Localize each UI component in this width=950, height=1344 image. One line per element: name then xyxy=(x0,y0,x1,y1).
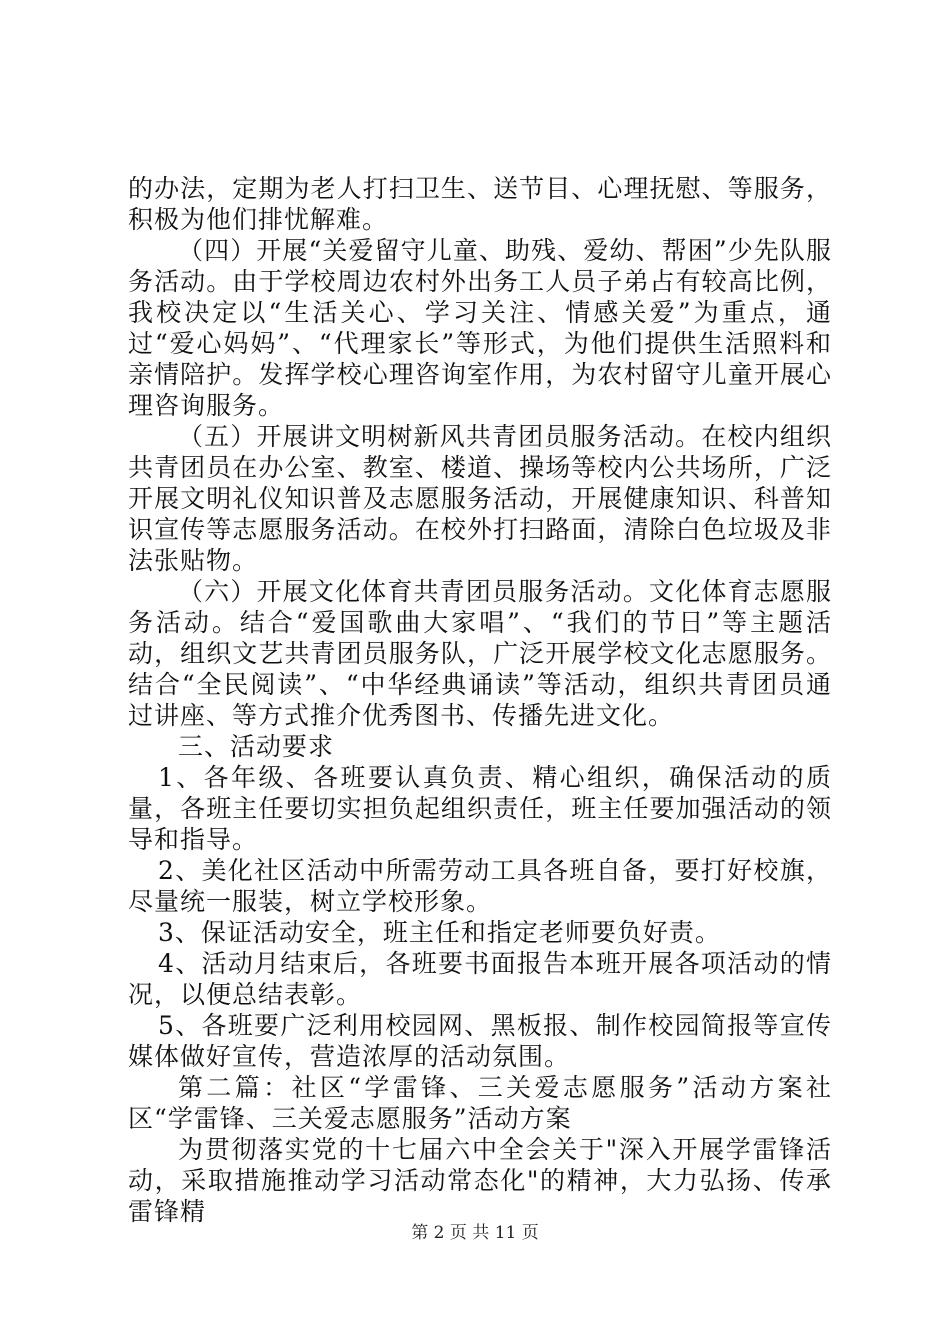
paragraph-3: （五）开展讲文明树新风共青团员服务活动。在校内组织共青团员在办公室、教室、楼道、操场等校内公共场所，广泛开展文明礼仪知识普及志愿服务活动，开展健康知识、科普知识宣传等志愿服务活动。在校外打扫路面，清除白色垃圾及非法张贴物。 xyxy=(128,422,832,575)
requirement-item-3: 3、保证活动安全，班主任和指定老师要负好责。 xyxy=(158,918,721,947)
second-article-intro: 为贯彻落实党的十七届六中全会关于"深入开展学雷锋活动，采取措施推动学习活动常态化"的精神，大力弘扬、传承雷锋精 xyxy=(128,1135,832,1226)
section-heading-requirements: 三、活动要求 xyxy=(178,732,335,761)
second-article-title: 第二篇：社区“学雷锋、三关爱志愿服务”活动方案社区“学雷锋、三关爱志愿服务”活动方案 xyxy=(128,1073,832,1133)
page-footer: 第 2 页 共 11 页 xyxy=(411,1223,539,1243)
paragraph-4: （六）开展文化体育共青团员服务活动。文化体育志愿服务活动。结合“爱国歌曲大家唱”、“我们的节日”等主题活动，组织文艺共青团员服务队，广泛开展学校文化志愿服务。结合“全民阅读”、“中华经典诵读”等活动，组织共青团员通过讲座、等方式推介优秀图书、传播先进文化。 xyxy=(128,577,832,730)
paragraph-2: （四）开展“关爱留守儿童、助残、爱幼、帮困”少先队服务活动。由于学校周边农村外出务工人员子弟占有较高比例，我校决定以“生活关心、学习关注、情感关爱”为重点，通过“爱心妈妈”、“代理家长”等形式，为他们提供生活照料和亲情陪护。发挥学校心理咨询室作用，为农村留守儿童开展心理咨询服务。 xyxy=(128,236,832,420)
document-body xyxy=(128,173,832,1227)
requirement-item-4: 4、活动月结束后，各班要书面报告本班开展各项活动的情况，以便总结表彰。 xyxy=(128,949,832,1009)
requirement-item-1: 1、各年级、各班要认真负责、精心组织，确保活动的质量，各班主任要切实担负起组织责任，班主任要加强活动的领导和指导。 xyxy=(128,763,832,854)
requirement-item-2: 2、美化社区活动中所需劳动工具各班自备，要打好校旗，尽量统一服装，树立学校形象。 xyxy=(128,856,832,916)
requirement-item-5: 5、各班要广泛利用校园网、黑板报、制作校园简报等宣传媒体做好宣传，营造浓厚的活动氛围。 xyxy=(128,1011,832,1071)
paragraph-1: 的办法，定期为老人打扫卫生、送节目、心理抚慰、等服务，积极为他们排忧解难。 xyxy=(128,174,832,234)
